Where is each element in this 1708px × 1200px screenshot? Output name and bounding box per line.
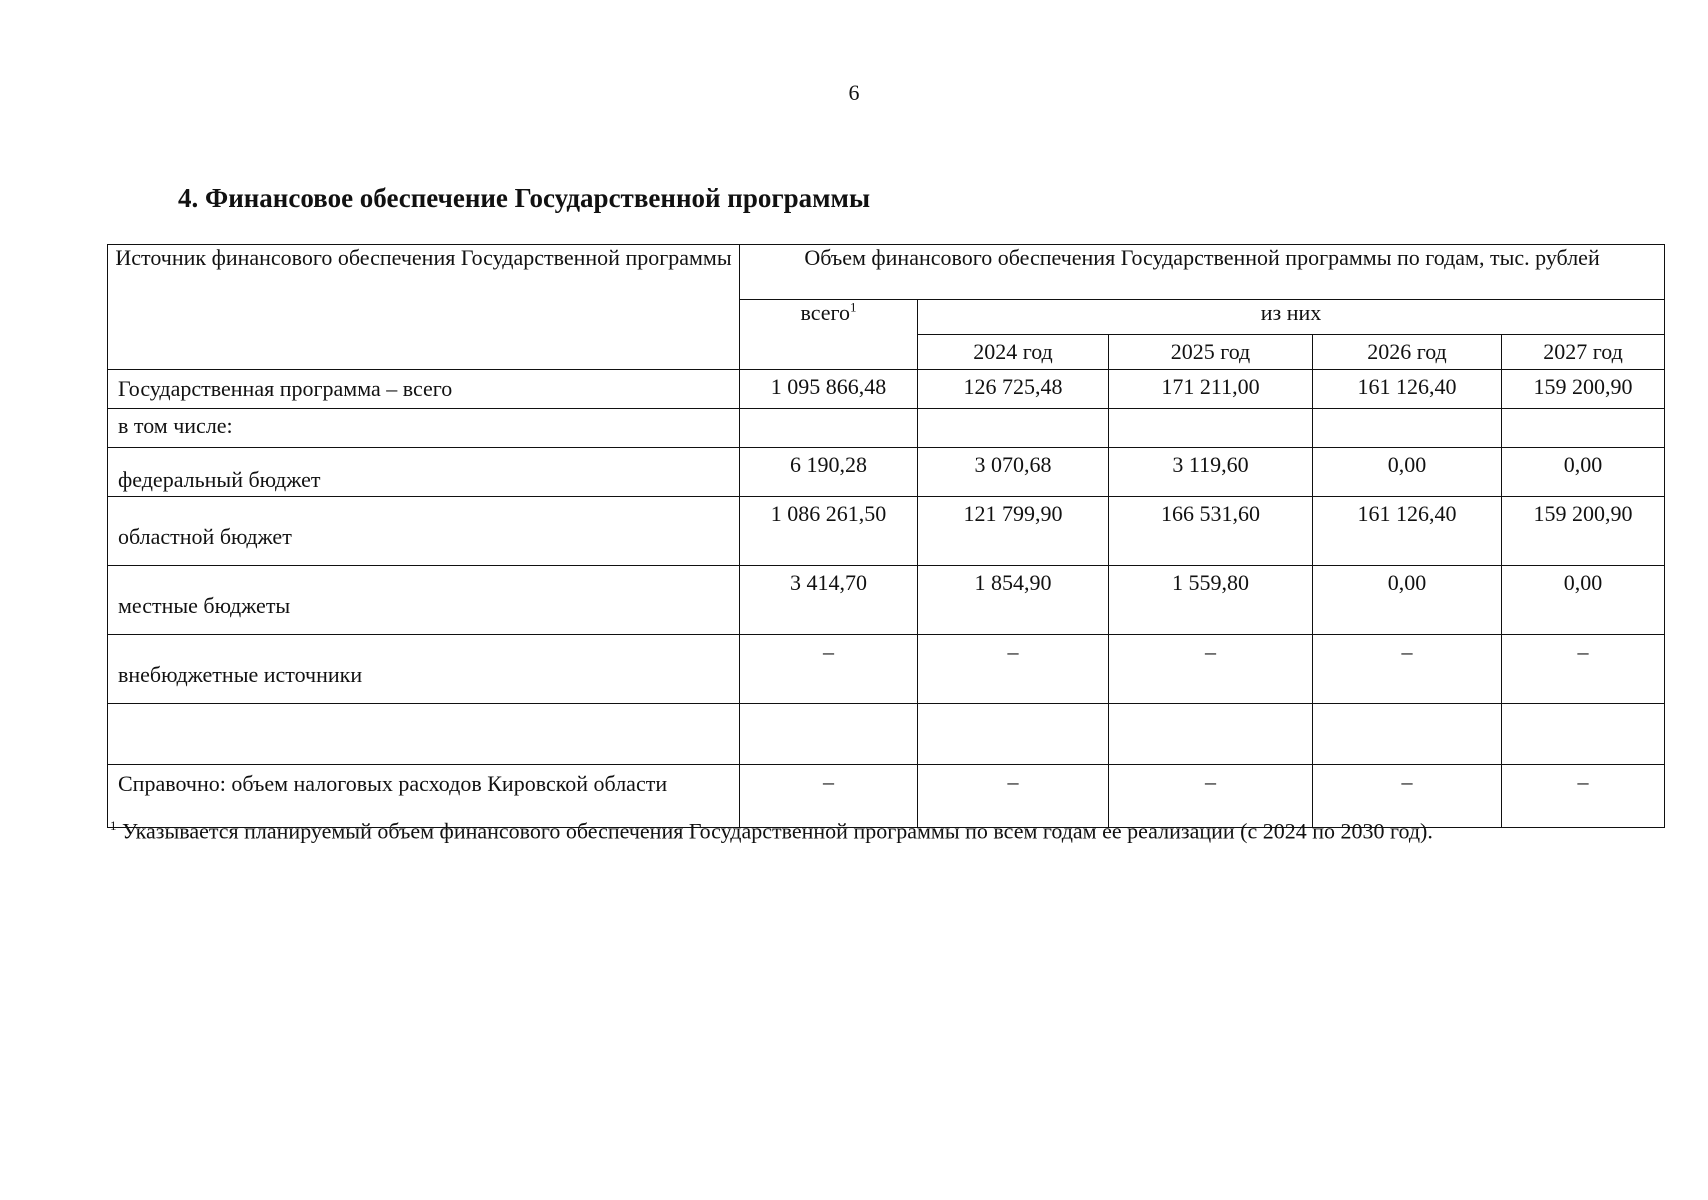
cell-value: – xyxy=(918,635,1109,704)
table-row xyxy=(108,635,1665,704)
row-label: федеральный бюджет xyxy=(108,448,740,497)
cell-value xyxy=(1109,409,1313,448)
cell-value: 161 126,40 xyxy=(1313,370,1502,409)
table-row xyxy=(108,370,1665,409)
section-title: 4. Финансовое обеспечение Государственной программы xyxy=(178,183,871,213)
cell-value xyxy=(1502,704,1665,765)
cell-value xyxy=(1313,704,1502,765)
cell-value: 0,00 xyxy=(1502,448,1665,497)
cell-value xyxy=(918,409,1109,448)
row-label xyxy=(108,704,740,765)
header-source: Источник финансового обеспечения Государственной программы xyxy=(108,245,740,370)
cell-total: 6 190,28 xyxy=(740,448,918,497)
row-label: местные бюджеты xyxy=(108,566,740,635)
cell-total xyxy=(740,704,918,765)
cell-value: 0,00 xyxy=(1313,566,1502,635)
header-year: 2024 год xyxy=(918,335,1109,370)
cell-value: 159 200,90 xyxy=(1502,370,1665,409)
header-total-label: всего xyxy=(800,300,851,325)
header-total xyxy=(740,300,918,370)
cell-value: 159 200,90 xyxy=(1502,497,1665,566)
cell-value: 0,00 xyxy=(1313,448,1502,497)
cell-total: 1 086 261,50 xyxy=(740,497,918,566)
header-year: 2027 год xyxy=(1502,335,1665,370)
row-label: областной бюджет xyxy=(108,497,740,566)
cell-value xyxy=(1313,409,1502,448)
cell-total: 3 414,70 xyxy=(740,566,918,635)
cell-value xyxy=(1502,409,1665,448)
footnote-mark: 1 xyxy=(110,818,117,833)
footnote xyxy=(110,818,1433,844)
footnote-text: Указывается планируемый объем финансового обеспечения Государственной программы по всем годам ее реализации (с 2024 по 2030 год). xyxy=(122,818,1433,844)
cell-value: 1 854,90 xyxy=(918,566,1109,635)
cell-value: 1 559,80 xyxy=(1109,566,1313,635)
table-row xyxy=(108,704,1665,765)
row-label: Государственная программа – всего xyxy=(108,370,740,409)
header-year: 2026 год xyxy=(1313,335,1502,370)
cell-total: – xyxy=(740,635,918,704)
financing-table xyxy=(107,244,1665,828)
table-row xyxy=(108,409,1665,448)
row-label: в том числе: xyxy=(108,409,740,448)
cell-value: – xyxy=(1109,765,1313,828)
cell-value: 126 725,48 xyxy=(918,370,1109,409)
header-year: 2025 год xyxy=(1109,335,1313,370)
footnote-mark: 1 xyxy=(850,299,857,315)
header-volume: Объем финансового обеспечения Государственной программы по годам, тыс. рублей xyxy=(740,245,1665,300)
cell-value: – xyxy=(1109,635,1313,704)
row-label: Справочно: объем налоговых расходов Кировской области xyxy=(108,765,740,828)
table-row xyxy=(108,566,1665,635)
cell-total xyxy=(740,409,918,448)
cell-value: 161 126,40 xyxy=(1313,497,1502,566)
cell-value xyxy=(918,704,1109,765)
cell-value xyxy=(1109,704,1313,765)
cell-value: 3 119,60 xyxy=(1109,448,1313,497)
cell-value: 166 531,60 xyxy=(1109,497,1313,566)
table-row xyxy=(108,497,1665,566)
cell-value: 171 211,00 xyxy=(1109,370,1313,409)
cell-value: – xyxy=(918,765,1109,828)
cell-value: 3 070,68 xyxy=(918,448,1109,497)
cell-value: – xyxy=(1502,635,1665,704)
cell-value: 0,00 xyxy=(1502,566,1665,635)
page-number: 6 xyxy=(848,80,860,105)
cell-value: 121 799,90 xyxy=(918,497,1109,566)
cell-value: – xyxy=(1313,765,1502,828)
header-of-them: из них xyxy=(918,300,1665,335)
cell-value: – xyxy=(1313,635,1502,704)
cell-value: – xyxy=(1502,765,1665,828)
cell-total: – xyxy=(740,765,918,828)
table-row xyxy=(108,448,1665,497)
cell-total: 1 095 866,48 xyxy=(740,370,918,409)
row-label: внебюджетные источники xyxy=(108,635,740,704)
